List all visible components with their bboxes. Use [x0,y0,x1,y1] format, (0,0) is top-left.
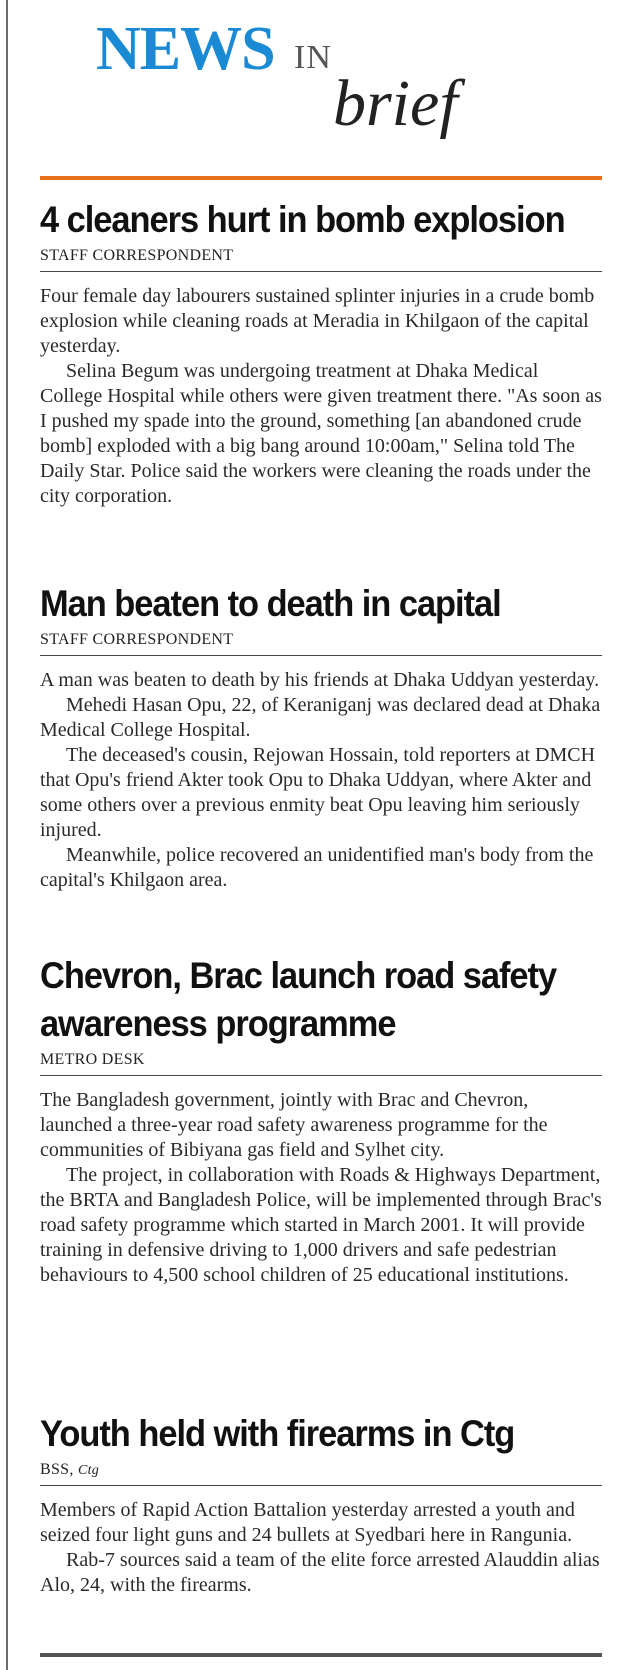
byline [40,1460,602,1486]
byline: STAFF CORRESPONDENT [40,246,602,272]
story-man-beaten [40,580,602,893]
masthead [0,0,624,185]
paragraph: The deceased's cousin, Rejowan Hossain, told reporters at DMCH that Opu's friend Akter took Opu to Dhaka Uddyan, where Akter and some others over a previous enmity beat Opu leaving him seriously injured. [40,744,596,841]
story-bomb-explosion [40,196,602,509]
byline: STAFF CORRESPONDENT [40,630,602,656]
masthead-brief: brief [333,67,458,140]
byline: METRO DESK [40,1050,602,1076]
headline-line-1: Chevron, Brac launch road safety [40,955,557,996]
headline: 4 cleaners hurt in bomb explosion [40,199,565,240]
byline-location: Ctg [77,1463,100,1478]
masthead-rule [40,176,602,180]
paragraph: Selina Begum was undergoing treatment at Dhaka Medical College Hospital while others were given treatment there. "As soon as I pushed my spade into the ground, something [an abandoned crude bomb] exploded with a big bang around 10:00am," Selina told The Daily Star. Police said the workers were cleaning the roads under the city corporation. [40,360,602,507]
headline: Youth held with firearms in Ctg [40,1413,515,1454]
paragraph: The project, in collaboration with Roads & Highways Department, the BRTA and Bangladesh Police, will be implemented through Brac's road safety programme which started in March 2001. It will provide training in defensive driving to 1,000 drivers and safe pedestrian behaviours to 4,500 school children of 25 educational institutions. [40,1164,602,1286]
story-road-safety [40,952,602,1288]
paragraph: Meanwhile, police recovered an unidentified man's body from the capital's Khilgaon area. [40,844,594,891]
masthead-in: IN [294,39,332,76]
paragraph: A man was beaten to death by his friends at Dhaka Uddyan yesterday. [40,669,600,691]
paragraph: Members of Rapid Action Battalion yesterday arrested a youth and seized four light guns and 24 bullets at Syedbari here in Rangunia. [40,1499,575,1546]
paragraph: Rab-7 sources said a team of the elite force arrested Alauddin alias Alo, 24, with the firearms. [40,1549,600,1596]
byline-agency: BSS, [40,1461,74,1478]
paragraph: The Bangladesh government, jointly with Brac and Chevron, launched a three-year road safety awareness programme for the communities of Bibiyana gas field and Sylhet city. [40,1089,548,1161]
paragraph: Four female day labourers sustained splinter injuries in a crude bomb explosion while cleaning roads at Meradia in Khilgaon of the capital yesterday. [40,285,595,357]
story-youth-held [40,1410,602,1598]
headline: Man beaten to death in capital [40,583,501,624]
headline-line-2: awareness programme [40,1003,396,1044]
masthead-news: NEWS [96,15,275,83]
column-divider [6,0,8,1670]
bottom-rule [40,1653,602,1657]
paragraph: Mehedi Hasan Opu, 22, of Keraniganj was declared dead at Dhaka Medical College Hospital. [40,694,601,741]
